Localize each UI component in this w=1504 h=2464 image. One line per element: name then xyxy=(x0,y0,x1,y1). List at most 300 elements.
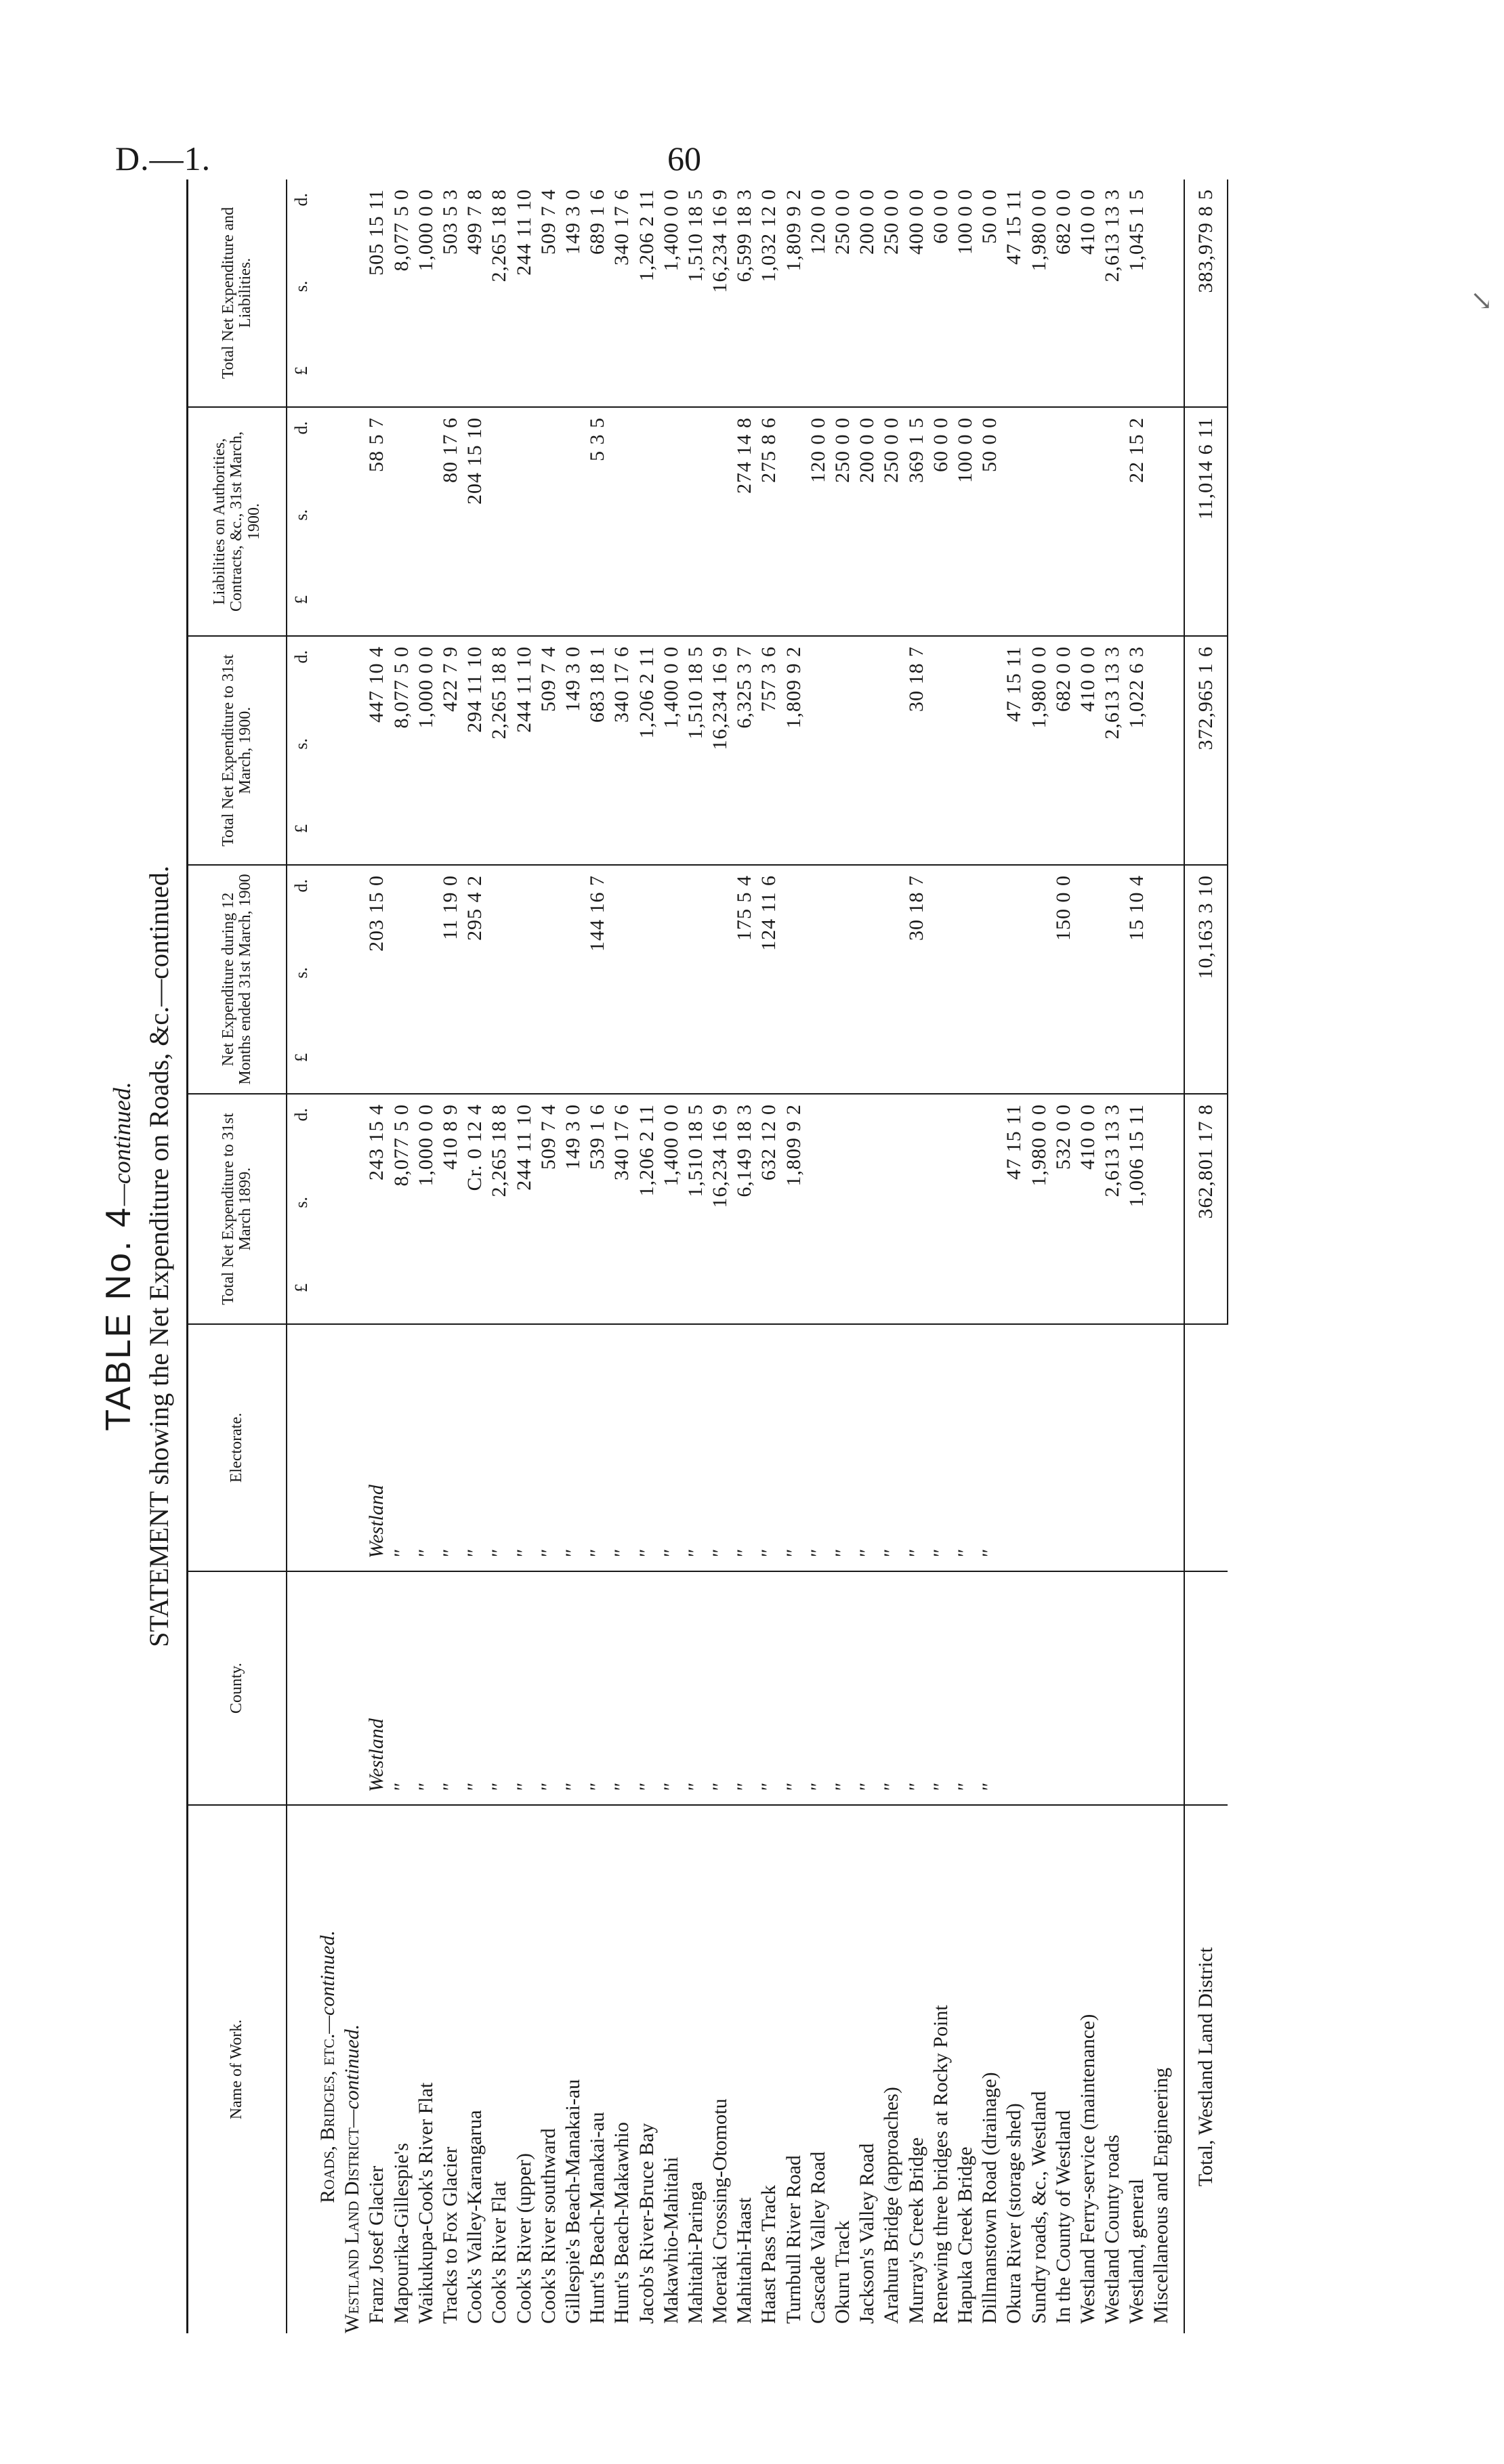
electorate-cell: " xyxy=(684,1324,708,1571)
total-c4: 11,014 6 11 xyxy=(1184,407,1228,636)
total-c1: 362,801 17 8 xyxy=(1184,1094,1228,1324)
amount-c1: 539 1 6 xyxy=(585,1094,610,1324)
amount-c1: 6,149 18 3 xyxy=(732,1094,757,1324)
electorate-cell xyxy=(1125,1324,1149,1571)
work-name: Cook's River (upper) xyxy=(512,1805,537,2333)
county-cell: " xyxy=(537,1571,561,1805)
amount-c2 xyxy=(708,865,732,1094)
electorate-cell: " xyxy=(953,1324,978,1571)
work-name: In the County of Westland xyxy=(1051,1805,1076,2333)
amount-c5: 505 15 11 xyxy=(365,189,388,276)
table-row xyxy=(831,179,855,2333)
amount-c4 xyxy=(708,407,732,636)
county-cell: " xyxy=(757,1571,781,1805)
units-c1: £ s. d. xyxy=(287,1094,316,1324)
total-label: Total, Westland Land District xyxy=(1184,1805,1228,2333)
amount-c4: 60 0 0 xyxy=(929,407,953,636)
amount-c2: 203 15 0 xyxy=(364,865,389,1094)
amount-c1: 1,206 2 11 xyxy=(634,1094,659,1324)
amount-c1: 16,234 16 9 xyxy=(708,1094,732,1324)
electorate-cell xyxy=(1002,1324,1026,1571)
table-row xyxy=(708,179,732,2333)
electorate-cell: " xyxy=(879,1324,904,1571)
amount-c2 xyxy=(487,865,511,1094)
work-name: Cook's Valley-Karangarua xyxy=(463,1805,487,2333)
electorate-cell: " xyxy=(585,1324,610,1571)
col-total-with-liabilities: Total Net Expenditure and Liabilities. xyxy=(188,179,287,407)
amount-c3 xyxy=(806,636,831,865)
amount-c4: 200 0 0 xyxy=(855,407,879,636)
col-total-to-1900: Total Net Expenditure to 31st March, 1900. xyxy=(188,636,287,865)
county-cell xyxy=(1026,1571,1051,1805)
amount-c1: 1,400 0 0 xyxy=(659,1094,684,1324)
county-cell: " xyxy=(904,1571,929,1805)
amount-c4 xyxy=(1149,407,1173,636)
table-row xyxy=(1149,179,1173,2333)
amount-c4 xyxy=(487,407,511,636)
amount-c3: 1,400 0 0 xyxy=(659,636,684,865)
amount-c1: 340 17 6 xyxy=(610,1094,634,1324)
amount-c1: 2,265 18 8 xyxy=(487,1094,511,1324)
table-row xyxy=(512,179,537,2333)
work-name: Westland County roads xyxy=(1100,1805,1125,2333)
amount-c1: 509 7 4 xyxy=(537,1094,561,1324)
county-cell: " xyxy=(831,1571,855,1805)
table-row xyxy=(806,179,831,2333)
table-row xyxy=(1002,179,1026,2333)
amount-c2 xyxy=(879,865,904,1094)
section-heading: Roads, Bridges, etc. xyxy=(316,2033,339,2203)
amount-c4: 50 0 0 xyxy=(978,407,1002,636)
amount-c5: 410 0 0 xyxy=(1076,189,1099,255)
table-row xyxy=(978,179,1002,2333)
county-cell xyxy=(1002,1571,1026,1805)
page-reference: D.—1. xyxy=(115,140,211,177)
total-row xyxy=(1184,179,1228,2333)
county-cell: " xyxy=(684,1571,708,1805)
electorate-cell: " xyxy=(414,1324,438,1571)
amount-c2 xyxy=(806,865,831,1094)
county-cell: " xyxy=(978,1571,1002,1805)
table-row xyxy=(1100,179,1125,2333)
county-cell: " xyxy=(732,1571,757,1805)
amount-c2 xyxy=(537,865,561,1094)
amount-c4 xyxy=(512,407,537,636)
electorate-cell: " xyxy=(390,1324,414,1571)
amount-c1: 1,000 0 0 xyxy=(414,1094,438,1324)
work-name: Makawhio-Mahitahi xyxy=(659,1805,684,2333)
county-cell xyxy=(1125,1571,1149,1805)
col-total-to-1899: Total Net Expenditure to 31st March 1899. xyxy=(188,1094,287,1324)
work-name: Arahura Bridge (approaches) xyxy=(879,1805,904,2333)
table-row xyxy=(659,179,684,2333)
electorate-cell xyxy=(1026,1324,1051,1571)
total-c5: 383,979 8 5 xyxy=(1184,179,1228,407)
district-heading: Westland Land District xyxy=(341,2127,364,2333)
amount-c5: 100 0 0 xyxy=(953,189,976,255)
work-name: Miscellaneous and Engineering xyxy=(1149,1805,1173,2333)
table-row xyxy=(463,179,487,2333)
electorate-cell: " xyxy=(929,1324,953,1571)
amount-c2 xyxy=(1100,865,1125,1094)
electorate-cell: " xyxy=(561,1324,585,1571)
work-name: Okuru Track xyxy=(831,1805,855,2333)
amount-c4: 120 0 0 xyxy=(806,407,831,636)
amount-c1 xyxy=(806,1094,831,1324)
amount-c3 xyxy=(855,636,879,865)
table-row xyxy=(1076,179,1100,2333)
amount-c3 xyxy=(978,636,1002,865)
table-row xyxy=(1026,179,1051,2333)
work-name: Jacob's River-Bruce Bay xyxy=(634,1805,659,2333)
county-cell: " xyxy=(782,1571,806,1805)
amount-c3: 6,325 3 7 xyxy=(732,636,757,865)
table-title xyxy=(98,179,139,2333)
work-name: Jackson's Valley Road xyxy=(855,1805,879,2333)
amount-c5: 1,032 12 0 xyxy=(757,189,780,282)
currency-unit-row xyxy=(287,179,316,2333)
amount-c2: 295 4 2 xyxy=(463,865,487,1094)
amount-c4 xyxy=(390,407,414,636)
amount-c4 xyxy=(1026,407,1051,636)
total-c3: 372,965 1 6 xyxy=(1184,636,1228,865)
units-c4: £ s. d. xyxy=(287,407,316,636)
work-name: Hunt's Beach-Makawhio xyxy=(610,1805,634,2333)
work-name: Hunt's Beach-Manakai-au xyxy=(585,1805,610,2333)
electorate-cell: " xyxy=(757,1324,781,1571)
amount-c2 xyxy=(390,865,414,1094)
col-name-of-work: Name of Work. xyxy=(188,1805,287,2333)
amount-c4: 250 0 0 xyxy=(831,407,855,636)
county-cell: " xyxy=(610,1571,634,1805)
table-row xyxy=(585,179,610,2333)
amount-c1 xyxy=(904,1094,929,1324)
work-name: Westland Ferry-service (maintenance) xyxy=(1076,1805,1100,2333)
amount-c3: 244 11 10 xyxy=(512,636,537,865)
work-name: Westland, general xyxy=(1125,1805,1149,2333)
amount-c4 xyxy=(1002,407,1026,636)
work-name: Moeraki Crossing-Otomotu xyxy=(708,1805,732,2333)
amount-c3: 1,000 0 0 xyxy=(414,636,438,865)
table-row xyxy=(1051,179,1076,2333)
amount-c4: 22 15 2 xyxy=(1125,407,1149,636)
amount-c2 xyxy=(1076,865,1100,1094)
county-cell: " xyxy=(659,1571,684,1805)
amount-c1 xyxy=(879,1094,904,1324)
col-net-expenditure-1900: Net Expenditure during 12 Months ended 31st March, 1900 xyxy=(188,865,287,1094)
amount-c1: 532 0 0 xyxy=(1051,1094,1076,1324)
amount-c3: 294 11 10 xyxy=(463,636,487,865)
amount-c1: Cr. 0 12 4 xyxy=(463,1094,487,1324)
amount-c4 xyxy=(1100,407,1125,636)
electorate-cell: " xyxy=(610,1324,634,1571)
amount-c1 xyxy=(1149,1094,1173,1324)
col-electorate: Electorate. xyxy=(188,1324,287,1571)
amount-c2 xyxy=(512,865,537,1094)
amount-c2 xyxy=(782,865,806,1094)
table-row xyxy=(537,179,561,2333)
table-row xyxy=(953,179,978,2333)
rotated-statement xyxy=(98,179,1358,2333)
amount-c3: 2,613 13 3 xyxy=(1100,636,1125,865)
amount-c1: 149 3 0 xyxy=(561,1094,585,1324)
work-name: Murray's Creek Bridge xyxy=(904,1805,929,2333)
amount-c5: 47 15 11 xyxy=(1003,189,1026,265)
amount-c4: 100 0 0 xyxy=(953,407,978,636)
amount-c3: 1,510 18 5 xyxy=(684,636,708,865)
work-name: Dillmanstown Road (drainage) xyxy=(978,1805,1002,2333)
table-row xyxy=(414,179,438,2333)
amount-c5: 149 3 0 xyxy=(561,189,584,255)
amount-c3: 757 3 6 xyxy=(757,636,781,865)
amount-c1: 1,809 9 2 xyxy=(782,1094,806,1324)
electorate-cell: " xyxy=(512,1324,537,1571)
amount-c5: 400 0 0 xyxy=(904,189,927,255)
electorate-cell: " xyxy=(978,1324,1002,1571)
county-cell xyxy=(1149,1571,1173,1805)
amount-c3: 149 3 0 xyxy=(561,636,585,865)
amount-c2 xyxy=(684,865,708,1094)
expenditure-table xyxy=(186,179,1228,2333)
amount-c3: 410 0 0 xyxy=(1076,636,1100,865)
table-row xyxy=(929,179,953,2333)
electorate-cell: " xyxy=(634,1324,659,1571)
amount-c2: 11 19 0 xyxy=(438,865,463,1094)
amount-c2 xyxy=(414,865,438,1094)
table-row xyxy=(904,179,929,2333)
electorate-cell xyxy=(1149,1324,1173,1571)
county-cell xyxy=(1076,1571,1100,1805)
amount-c3: 16,234 16 9 xyxy=(708,636,732,865)
amount-c2: 15 10 4 xyxy=(1125,865,1149,1094)
electorate-cell: " xyxy=(463,1324,487,1571)
county-cell: " xyxy=(634,1571,659,1805)
electorate-cell: " xyxy=(782,1324,806,1571)
electorate-cell: " xyxy=(806,1324,831,1571)
amount-c5: 499 7 8 xyxy=(463,189,486,255)
amount-c2 xyxy=(634,865,659,1094)
amount-c2: 150 0 0 xyxy=(1051,865,1076,1094)
county-cell: " xyxy=(879,1571,904,1805)
amount-c5: 1,980 0 0 xyxy=(1027,189,1050,272)
total-electorate-blank xyxy=(1184,1324,1228,1571)
county-cell: " xyxy=(708,1571,732,1805)
amount-c4: 58 5 7 xyxy=(364,407,389,636)
amount-c5: 1,045 1 5 xyxy=(1125,189,1148,272)
work-name: Tracks to Fox Glacier xyxy=(438,1805,463,2333)
amount-c3: 340 17 6 xyxy=(610,636,634,865)
amount-c5: 2,265 18 8 xyxy=(488,189,511,282)
amount-c5: 1,510 18 5 xyxy=(684,189,707,282)
table-row xyxy=(438,179,463,2333)
amount-c3: 2,265 18 8 xyxy=(487,636,511,865)
amount-c1 xyxy=(831,1094,855,1324)
work-name: Cascade Valley Road xyxy=(806,1805,831,2333)
amount-c3 xyxy=(879,636,904,865)
county-cell: " xyxy=(855,1571,879,1805)
amount-c2 xyxy=(561,865,585,1094)
work-name: Franz Josef Glacier xyxy=(364,1805,389,2333)
amount-c1: 47 15 11 xyxy=(1002,1094,1026,1324)
amount-c2: 144 16 7 xyxy=(585,865,610,1094)
amount-c2 xyxy=(1026,865,1051,1094)
district-heading-row xyxy=(340,179,364,2333)
amount-c4 xyxy=(1051,407,1076,636)
county-cell: " xyxy=(414,1571,438,1805)
section-heading-row xyxy=(316,179,340,2333)
electorate-cell xyxy=(1051,1324,1076,1571)
table-row xyxy=(561,179,585,2333)
county-cell: " xyxy=(953,1571,978,1805)
amount-c5: 682 0 0 xyxy=(1051,189,1074,255)
electorate-cell: " xyxy=(732,1324,757,1571)
electorate-cell: Westland xyxy=(364,1324,389,1571)
amount-c2 xyxy=(1002,865,1026,1094)
county-cell: " xyxy=(487,1571,511,1805)
amount-c1: 1,510 18 5 xyxy=(684,1094,708,1324)
county-cell: " xyxy=(390,1571,414,1805)
amount-c1: 410 0 0 xyxy=(1076,1094,1100,1324)
county-cell: " xyxy=(463,1571,487,1805)
work-name: Turnbull River Road xyxy=(782,1805,806,2333)
county-cell: " xyxy=(512,1571,537,1805)
amount-c3: 1,809 9 2 xyxy=(782,636,806,865)
amount-c4 xyxy=(537,407,561,636)
amount-c4 xyxy=(782,407,806,636)
amount-c5: 1,206 2 11 xyxy=(635,189,658,282)
units-c2: £ s. d. xyxy=(287,865,316,1094)
amount-c1: 410 8 9 xyxy=(438,1094,463,1324)
amount-c3: 1,980 0 0 xyxy=(1026,636,1051,865)
table-title-continued: —continued. xyxy=(108,1082,135,1206)
table-body xyxy=(316,179,1228,2333)
county-cell: " xyxy=(806,1571,831,1805)
county-cell xyxy=(1051,1571,1076,1805)
amount-c3 xyxy=(831,636,855,865)
electorate-cell: " xyxy=(855,1324,879,1571)
table-row xyxy=(879,179,904,2333)
col-liabilities-1900: Liabilities on Authorities, Contracts, &c., 31st March, 1900. xyxy=(188,407,287,636)
amount-c2 xyxy=(610,865,634,1094)
units-c3: £ s. d. xyxy=(287,636,316,865)
margin-mark: ↘ xyxy=(1470,285,1493,316)
table-title-main: TABLE No. 4 xyxy=(99,1206,138,1431)
amount-c3 xyxy=(953,636,978,865)
amount-c2: 175 5 4 xyxy=(732,865,757,1094)
amount-c4: 204 15 10 xyxy=(463,407,487,636)
amount-c4 xyxy=(561,407,585,636)
work-name: Renewing three bridges at Rocky Point xyxy=(929,1805,953,2333)
table-row xyxy=(1125,179,1149,2333)
amount-c2 xyxy=(659,865,684,1094)
work-name: Mahitahi-Haast xyxy=(732,1805,757,2333)
amount-c3 xyxy=(1149,636,1173,865)
amount-c2: 124 11 6 xyxy=(757,865,781,1094)
amount-c5: 2,613 13 3 xyxy=(1101,189,1124,282)
work-name: Haast Pass Track xyxy=(757,1805,781,2333)
amount-c4 xyxy=(414,407,438,636)
county-cell xyxy=(1100,1571,1125,1805)
amount-c2 xyxy=(855,865,879,1094)
amount-c5: 689 1 6 xyxy=(586,189,609,255)
amount-c4 xyxy=(610,407,634,636)
amount-c4: 5 3 5 xyxy=(585,407,610,636)
col-county: County. xyxy=(188,1571,287,1805)
statement-subtitle: STATEMENT showing the Net Expenditure on Roads, &c.—continued. xyxy=(144,866,174,1647)
total-c2: 10,163 3 10 xyxy=(1184,865,1228,1094)
table-row xyxy=(684,179,708,2333)
county-cell: " xyxy=(929,1571,953,1805)
electorate-cell: " xyxy=(659,1324,684,1571)
total-county-blank xyxy=(1184,1571,1228,1805)
amount-c1: 244 11 10 xyxy=(512,1094,537,1324)
work-name: Sundry roads, &c., Westland xyxy=(1026,1805,1051,2333)
amount-c1 xyxy=(929,1094,953,1324)
amount-c3 xyxy=(929,636,953,865)
amount-c5 xyxy=(1149,179,1173,407)
amount-c4: 369 1 5 xyxy=(904,407,929,636)
electorate-cell xyxy=(1100,1324,1125,1571)
amount-c2 xyxy=(953,865,978,1094)
amount-c5: 250 0 0 xyxy=(880,189,903,255)
amount-c3: 30 18 7 xyxy=(904,636,929,865)
county-cell: " xyxy=(585,1571,610,1805)
units-c5: £ s. d. xyxy=(291,193,312,375)
electorate-cell: " xyxy=(438,1324,463,1571)
work-name: Hapuka Creek Bridge xyxy=(953,1805,978,2333)
section-heading-continued: —continued. xyxy=(316,1930,339,2034)
county-cell: " xyxy=(438,1571,463,1805)
amount-c3: 1,022 6 3 xyxy=(1125,636,1149,865)
electorate-cell: " xyxy=(831,1324,855,1571)
amount-c2 xyxy=(1149,865,1173,1094)
electorate-cell: " xyxy=(487,1324,511,1571)
amount-c5: 1,000 0 0 xyxy=(414,189,437,272)
work-name: Cook's River southward xyxy=(537,1805,561,2333)
amount-c4: 275 8 6 xyxy=(757,407,781,636)
amount-c5: 60 0 0 xyxy=(929,189,952,244)
amount-c5: 200 0 0 xyxy=(856,189,879,255)
table-row xyxy=(732,179,757,2333)
work-name: Mapourika-Gillespie's xyxy=(390,1805,414,2333)
work-name: Gillespie's Beach-Manakai-au xyxy=(561,1805,585,2333)
amount-c2 xyxy=(978,865,1002,1094)
amount-c4 xyxy=(684,407,708,636)
table-row xyxy=(487,179,511,2333)
amount-c5: 503 5 3 xyxy=(439,189,462,255)
amount-c4 xyxy=(1076,407,1100,636)
electorate-cell: " xyxy=(537,1324,561,1571)
amount-c5: 244 11 10 xyxy=(512,189,535,276)
amount-c5: 120 0 0 xyxy=(806,189,829,255)
amount-c4: 80 17 6 xyxy=(438,407,463,636)
page-number: 60 xyxy=(667,140,701,177)
table-row xyxy=(364,179,389,2333)
amount-c3: 509 7 4 xyxy=(537,636,561,865)
table-row xyxy=(757,179,781,2333)
amount-c5: 1,809 9 2 xyxy=(782,189,805,272)
amount-c1 xyxy=(855,1094,879,1324)
amount-c4: 274 14 8 xyxy=(732,407,757,636)
work-name: Waikukupa-Cook's River Flat xyxy=(414,1805,438,2333)
amount-c5: 340 17 6 xyxy=(610,189,633,265)
work-name: Cook's River Flat xyxy=(487,1805,511,2333)
amount-c4 xyxy=(634,407,659,636)
column-header-row xyxy=(188,179,287,2333)
amount-c5: 6,599 18 3 xyxy=(733,189,756,282)
amount-c2: 30 18 7 xyxy=(904,865,929,1094)
amount-c4 xyxy=(659,407,684,636)
